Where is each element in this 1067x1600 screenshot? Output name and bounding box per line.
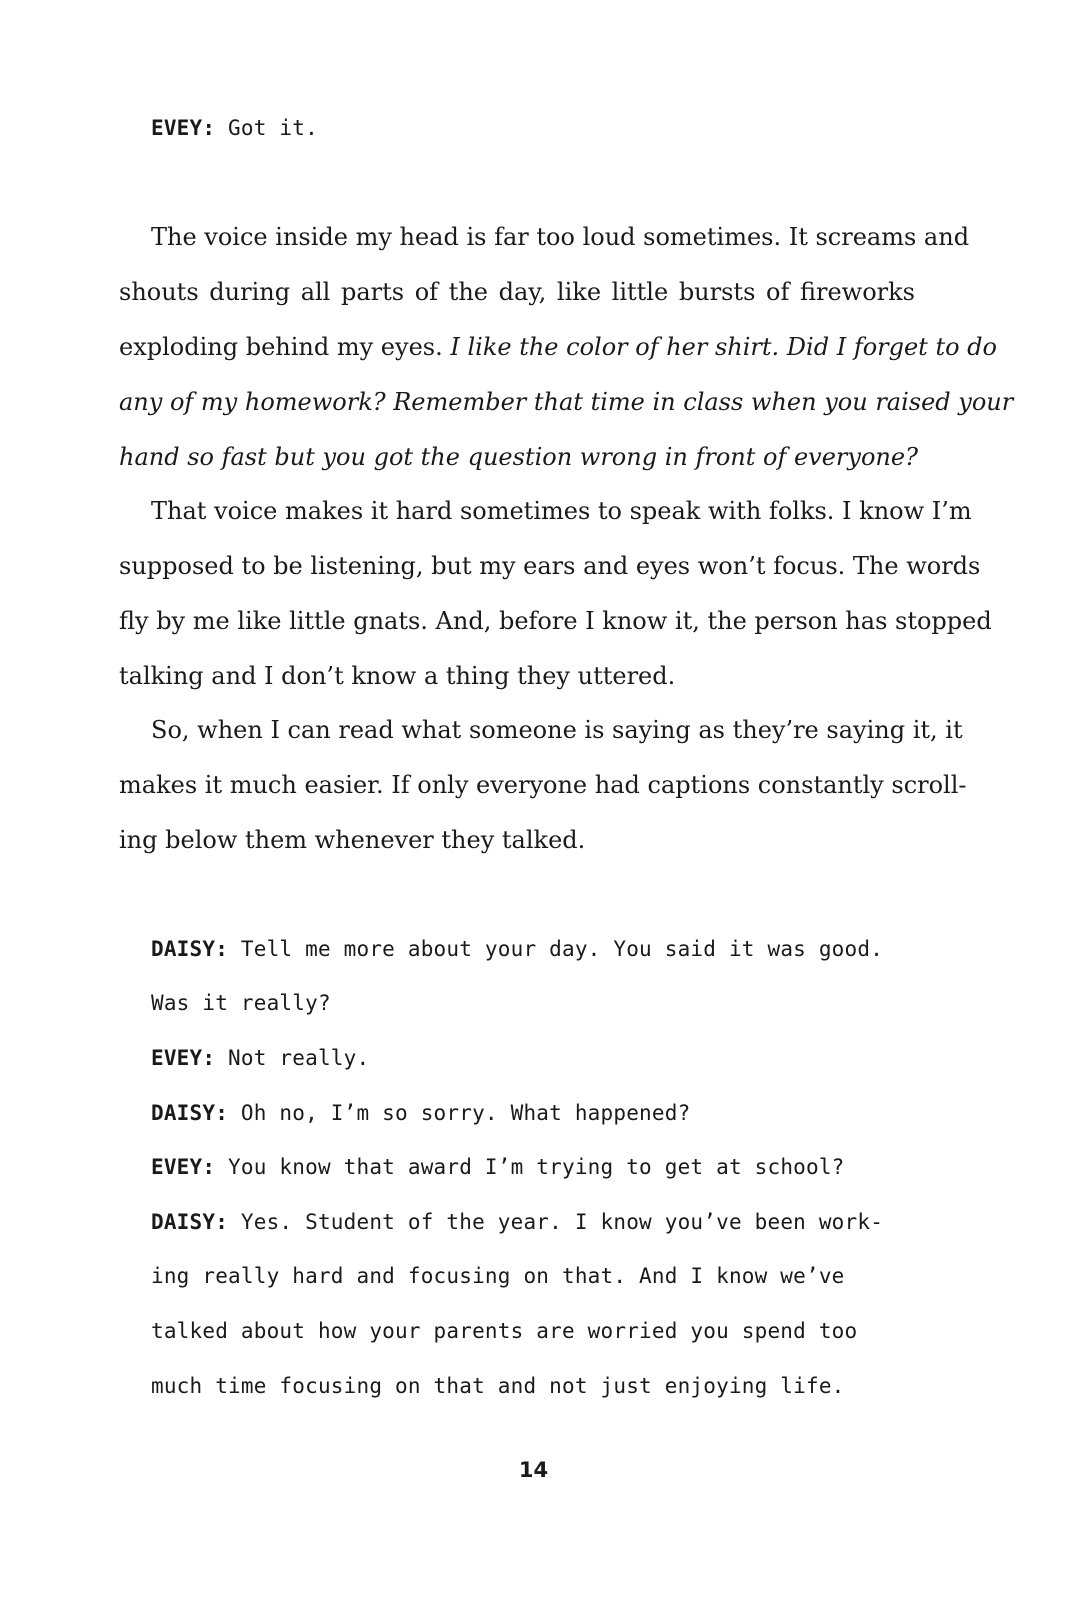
page-number: 14 xyxy=(518,1458,549,1482)
narration-line: ing below them whenever they talked. xyxy=(119,826,586,854)
speaker-label: EVEY: xyxy=(151,1046,216,1070)
dialogue-line xyxy=(151,937,883,961)
narration-line: The voice inside my head is far too loud sometimes. It screams and xyxy=(151,223,970,251)
dialogue-text: Tell me more about your day. You said it was good. xyxy=(228,937,884,961)
narration-line: fly by me like little gnats. And, before I know it, the person has stopped xyxy=(119,607,992,635)
dialogue-line: much time focusing on that and not just enjoying life. xyxy=(151,1374,845,1398)
dialogue-line: talked about how your parents are worried you spend too xyxy=(151,1319,858,1343)
speaker-label: DAISY: xyxy=(151,937,229,961)
dialogue-line: ing really hard and focusing on that. And I know we’ve xyxy=(151,1264,845,1288)
narration-line: So, when I can read what someone is saying as they’re saying it, it xyxy=(151,716,963,744)
narration-line: makes it much easier. If only everyone had captions constantly scroll- xyxy=(119,771,967,799)
dialogue-line xyxy=(151,116,318,140)
dialogue-text: Oh no, I’m so sorry. What happened? xyxy=(228,1101,691,1125)
dialogue-line: Was it really? xyxy=(151,991,331,1015)
dialogue-text: Not really. xyxy=(215,1046,370,1070)
dialogue-text: Yes. Student of the year. I know you’ve been work- xyxy=(228,1210,884,1234)
speaker-label: EVEY: xyxy=(151,1155,216,1179)
dialogue-line xyxy=(151,1046,369,1070)
dialogue-line xyxy=(151,1155,845,1179)
narration-line: That voice makes it hard sometimes to speak with folks. I know I’m xyxy=(151,497,972,525)
dialogue-text: You know that award I’m trying to get at school? xyxy=(215,1155,845,1179)
speaker-label: DAISY: xyxy=(151,1210,229,1234)
narration-text: exploding behind my eyes. xyxy=(119,333,451,361)
inner-thought-line: any of my homework? Remember that time in class when you raised your xyxy=(119,388,1014,416)
inner-thought-line: hand so fast but you got the question wrong in front of everyone? xyxy=(119,443,918,471)
narration-line: supposed to be listening, but my ears and eyes won’t focus. The words xyxy=(119,552,981,580)
speaker-label: DAISY: xyxy=(151,1101,229,1125)
dialogue-line xyxy=(151,1210,883,1234)
narration-line: shouts during all parts of the day, like little bursts of fireworks xyxy=(119,278,915,306)
dialogue-text: Got it. xyxy=(215,116,318,140)
narration-line xyxy=(119,333,997,361)
narration-line: talking and I don’t know a thing they uttered. xyxy=(119,662,676,690)
dialogue-line xyxy=(151,1101,690,1125)
inner-thought-text: I like the color of her shirt. Did I forget to do xyxy=(450,333,997,361)
speaker-label: EVEY: xyxy=(151,116,216,140)
